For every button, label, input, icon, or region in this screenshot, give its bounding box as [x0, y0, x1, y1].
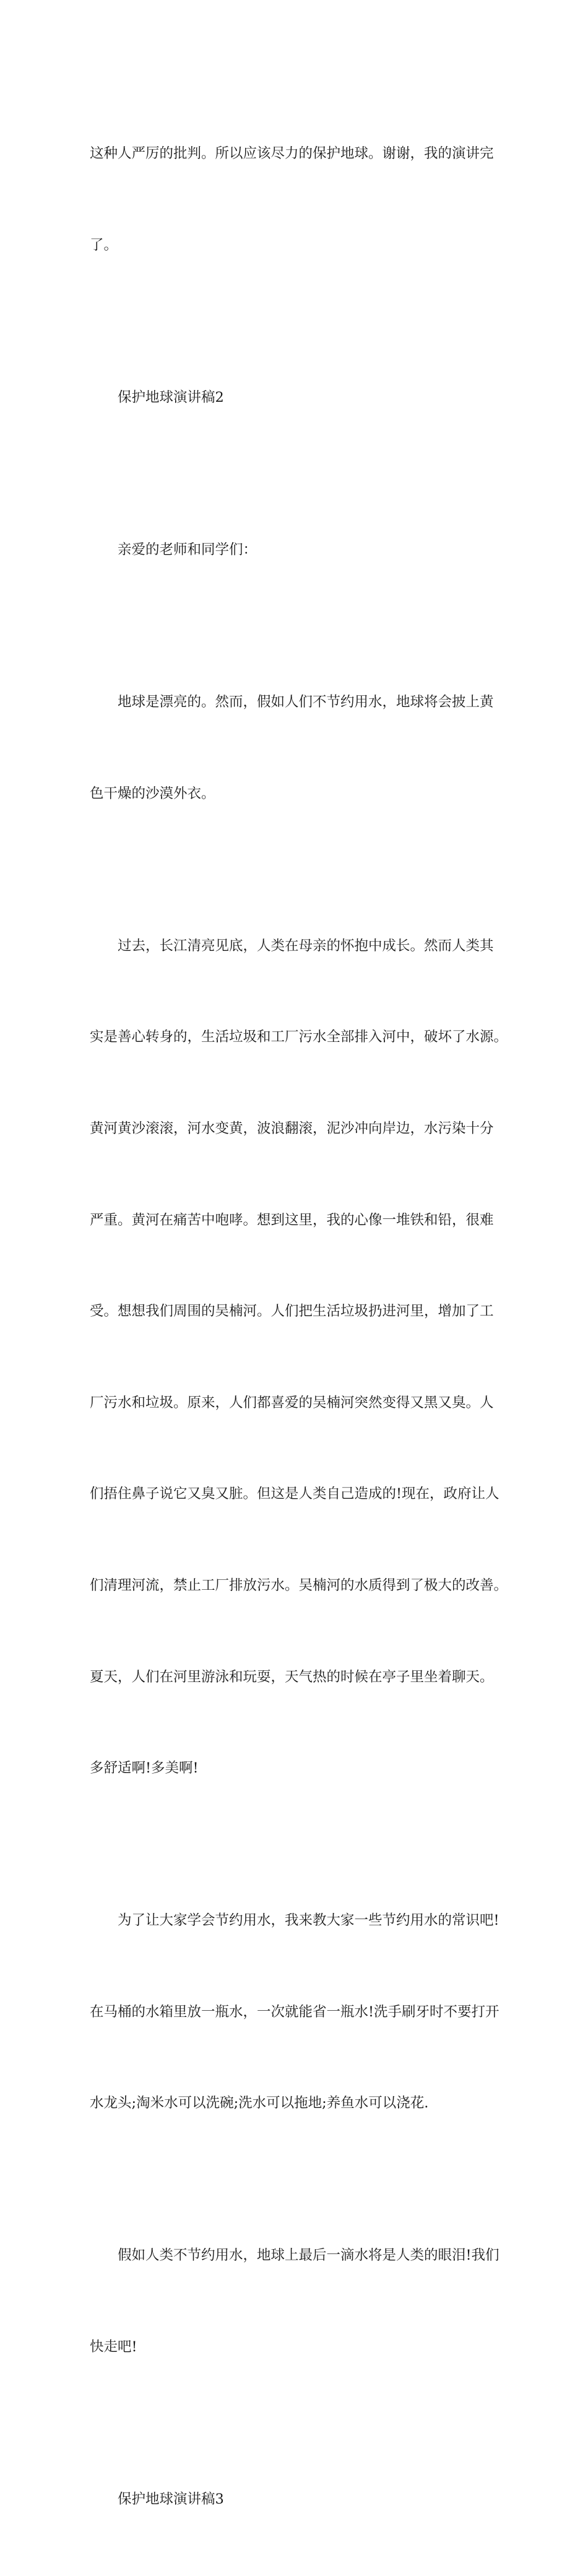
text-line: 色干燥的沙漠外衣。: [90, 785, 215, 802]
text-line: 在马桶的水箱里放一瓶水，一次就能省一瓶水!洗手刷牙时不要打开: [90, 2003, 499, 2020]
text-line: 受。想想我们周围的吴楠河。人们把生活垃圾扔进河里，增加了工: [90, 1303, 494, 1320]
text-line: 快走吧!: [90, 2339, 137, 2356]
text-line: 亲爱的老师和同学们：: [118, 542, 257, 558]
text-line: 多舒适啊!多美啊!: [90, 1760, 199, 1777]
text-line: 严重。黄河在痛苦中咆哮。想到这里，我的心像一堆铁和铅，很难: [90, 1212, 494, 1228]
section-heading-3: [90, 2424, 517, 2576]
text-line: 实是善心转身的，生活垃圾和工厂污水全部排入河中，破坏了水源。: [90, 1029, 508, 1046]
section-heading-2: [90, 322, 517, 474]
paragraph-water-tips: [90, 1845, 517, 2180]
paragraph-1: [90, 78, 517, 322]
text-line: 夏天，人们在河里游泳和玩耍，天气热的时候在亭子里坐着聊天。: [90, 1668, 494, 1685]
document-body: [90, 78, 517, 2576]
paragraph-conclusion: [90, 2180, 517, 2424]
text-line: 了。: [90, 237, 118, 254]
text-line: 水龙头;淘米水可以洗碗;洗水可以拖地;养鱼水可以浇花.: [90, 2095, 429, 2112]
text-line: 们清理河流，禁止工厂排放污水。吴楠河的水质得到了极大的改善。: [90, 1577, 508, 1594]
text-line: 这种人严厉的批判。所以应该尽力的保护地球。谢谢，我的演讲完: [90, 145, 494, 162]
text-line: 地球是漂亮的。然而，假如人们不节约用水，地球将会披上黄: [118, 694, 494, 711]
text-line: 过去，长江清亮见底，人类在母亲的怀抱中成长。然而人类其: [118, 937, 494, 954]
text-line: 保护地球演讲稿2: [118, 389, 224, 406]
text-line: 保护地球演讲稿3: [118, 2491, 224, 2508]
salutation: [90, 474, 517, 627]
paragraph-rivers: [90, 870, 517, 1845]
text-line: 们捂住鼻子说它又臭又脏。但这是人类自己造成的!现在，政府让人: [90, 1486, 499, 1503]
text-line: 假如人类不节约用水，地球上最后一滴水将是人类的眼泪!我们: [118, 2247, 499, 2264]
text-line: 为了让大家学会节约用水，我来教大家一些节约用水的常识吧!: [118, 1912, 499, 1929]
paragraph-earth-beautiful: [90, 627, 517, 870]
text-line: 厂污水和垃圾。原来，人们都喜爱的吴楠河突然变得又黑又臭。人: [90, 1394, 494, 1411]
text-line: 黄河黄沙滚滚，河水变黄，波浪翻滚，泥沙冲向岸边，水污染十分: [90, 1120, 494, 1137]
